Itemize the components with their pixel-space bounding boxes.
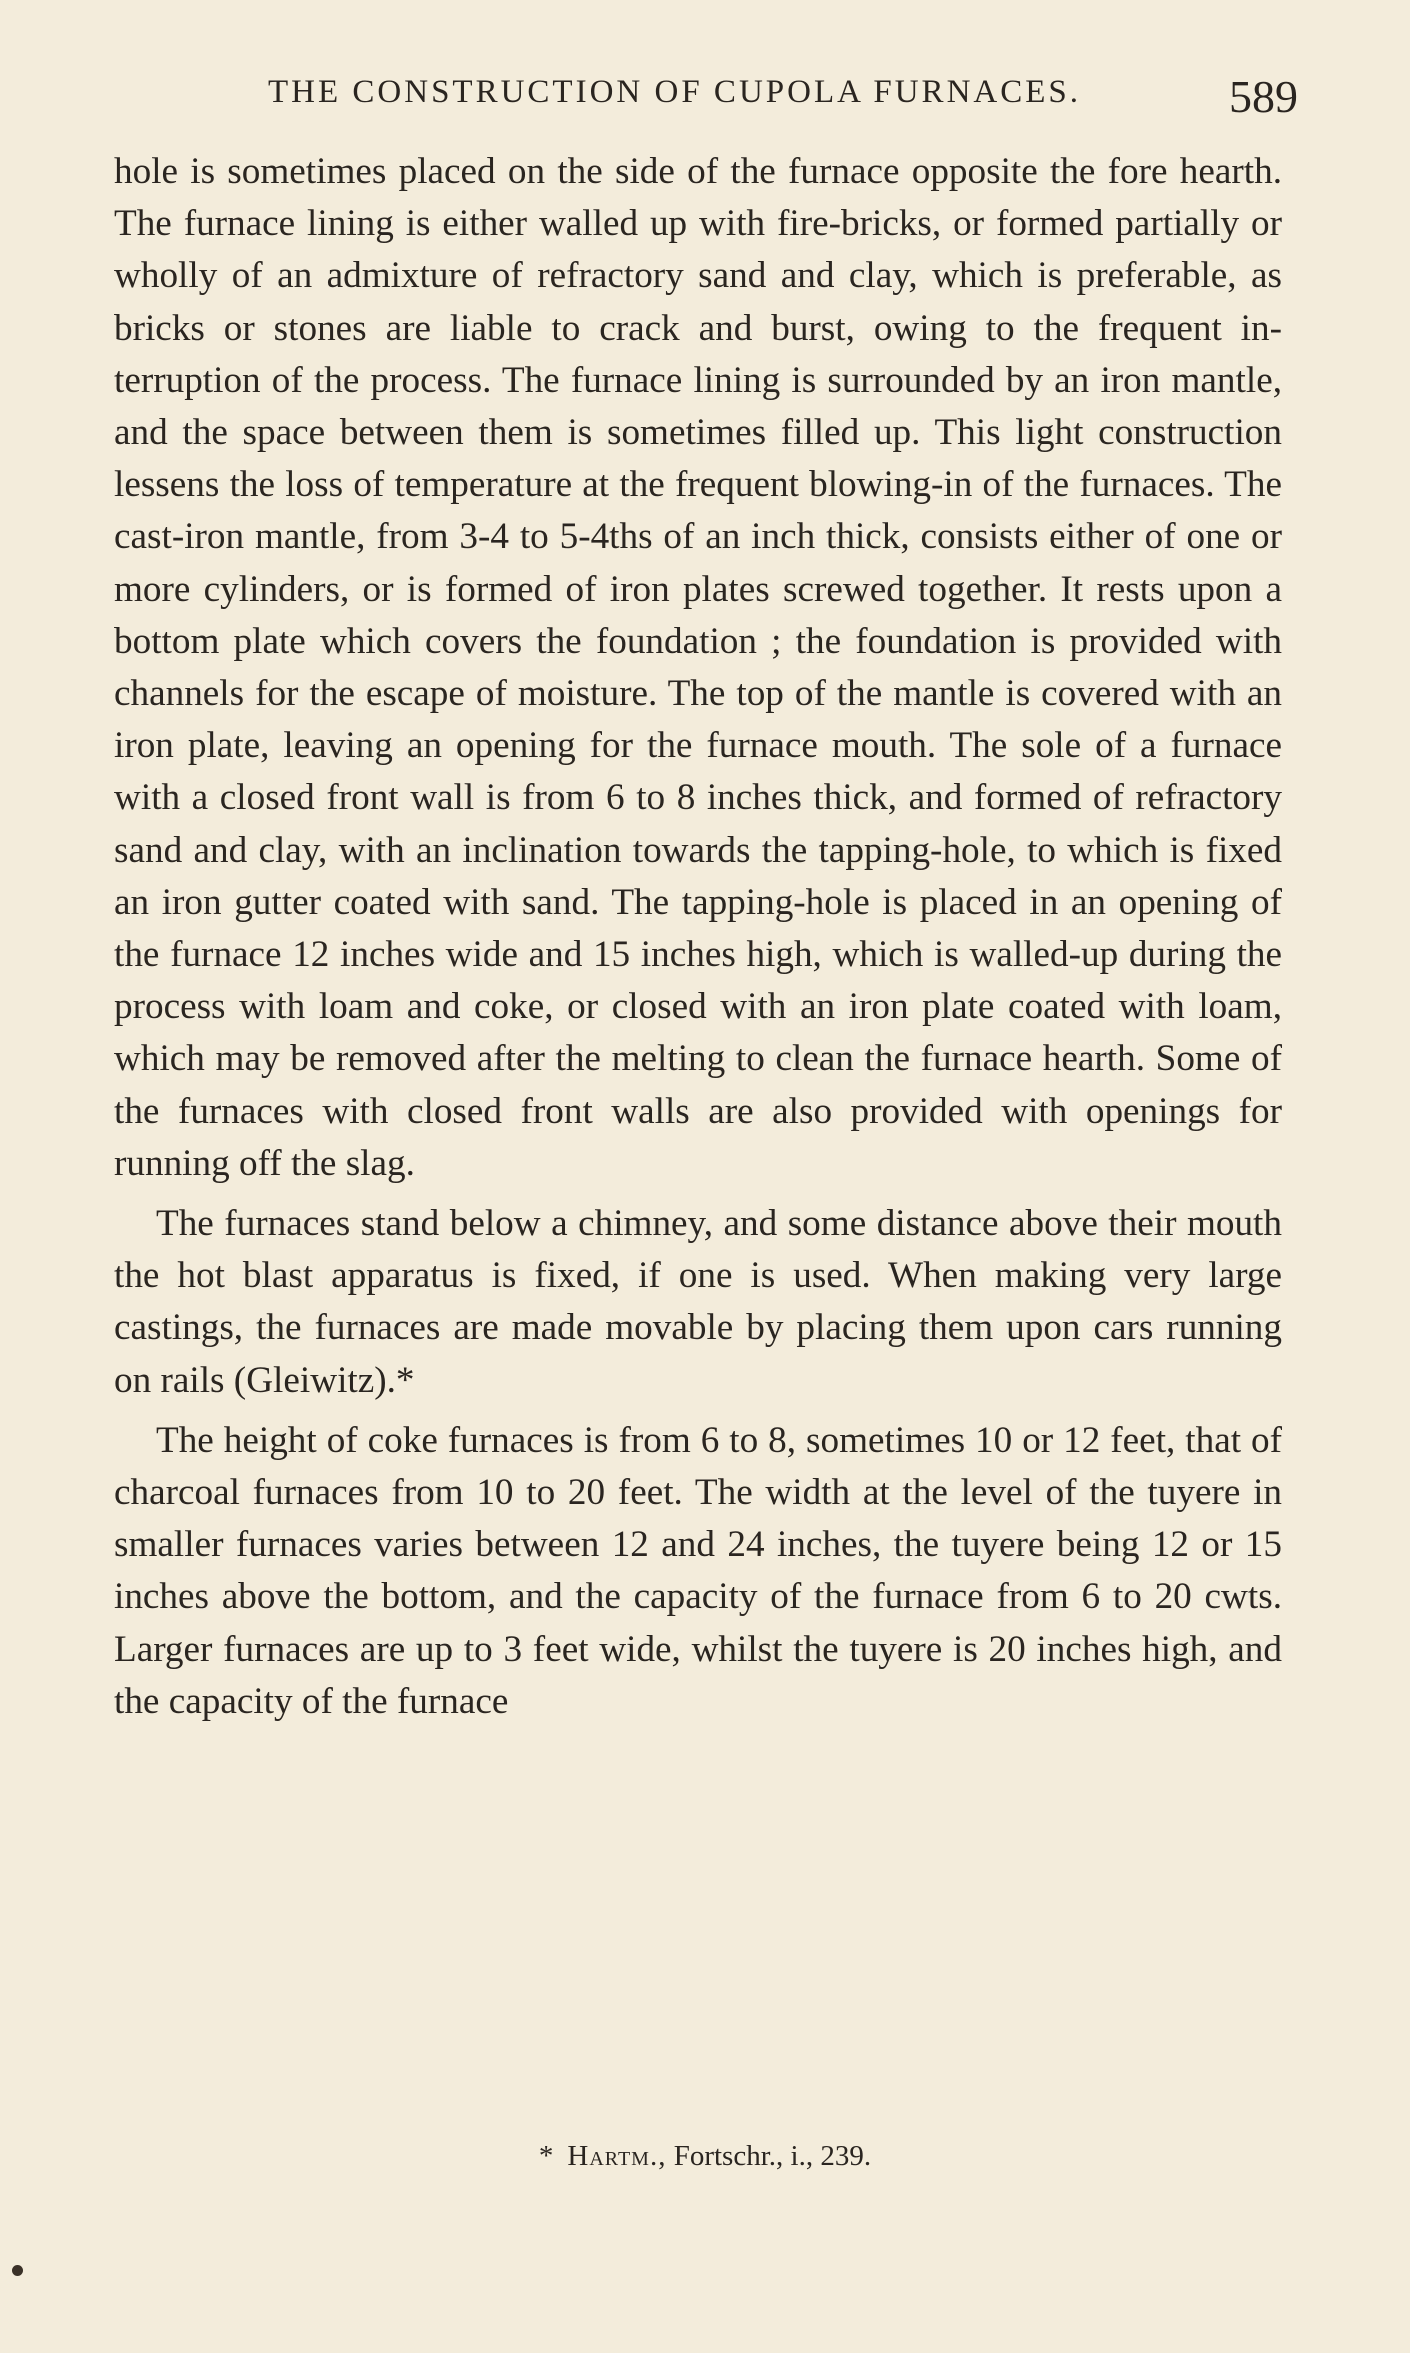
paragraph-chimney: The furnaces stand below a chimney, and some distance above their mouth the hot blast apparatus is fixed, if one is used. When making very large castings, the furnaces are made movable by placing them upon cars running on rails (Gleiwitz).*	[114, 1203, 1282, 1401]
ink-speck	[12, 2265, 23, 2276]
paragraph-furnace-height: The height of coke furnaces is from 6 to 8, sometimes 10 or 12 feet, that of charcoal furnaces from 10 to 20 feet. The width at the level of the tuyere in smaller furnaces varies between 12 and 24 inches, the tuyere being 12 or 15 inches above the bottom, and the capacity of the furnace from 6 to 20 cwts. Larger furnaces are up to 3 feet wide, whilst the tuyere is 20 inches high, and the capacity of the furnace	[114, 1419, 1282, 1722]
footnote-reference: Fortschr., i., 239.	[673, 2140, 872, 2172]
footnote-mark: *	[538, 2140, 554, 2172]
page-number: 589	[1229, 71, 1298, 122]
running-head	[268, 70, 1298, 130]
body-text	[114, 146, 1282, 1728]
paragraph-continued: hole is sometimes placed on the side of the furnace opposite the fore hearth. The furnace lining is either walled up with fire-bricks, or formed partially or wholly of an admixture of refractory sand and clay, which is preferable, as bricks or stones are liable to crack and burst, owing to the frequent interruption of the process. The furnace lining is surrounded by an iron mantle, and the space between them is sometimes filled up. This light construction lessens the loss of temperature at the frequent blowing-in of the furnaces. The cast-iron mantle, from 3-4 to 5-4ths of an inch thick, consists either of one or more cylinders, or is formed of iron plates screwed together. It rests upon a bottom plate which covers the foundation ; the foundation is provided with channels for the escape of moisture. The top of the mantle is covered with an iron plate, leaving an opening for the furnace mouth. The sole of a furnace with a closed front wall is from 6 to 8 inches thick, and formed of refractory sand and clay, with an inclination towards the tapping-hole, to which is fixed an iron gutter coated with sand. The tapping-hole is placed in an opening of the furnace 12 inches wide and 15 inches high, which is walled-up during the process with loam and coke, or closed with an iron plate coated with loam, which may be removed after the melting to clean the furnace hearth. Some of the furnaces with closed front walls are also provided with openings for running off the slag.	[114, 151, 1282, 1184]
running-head-title: THE CONSTRUCTION OF CUPOLA FURNACES.	[268, 74, 1082, 110]
footnote-author: Hartm.,	[567, 2140, 667, 2172]
footnote	[0, 2140, 1410, 2173]
